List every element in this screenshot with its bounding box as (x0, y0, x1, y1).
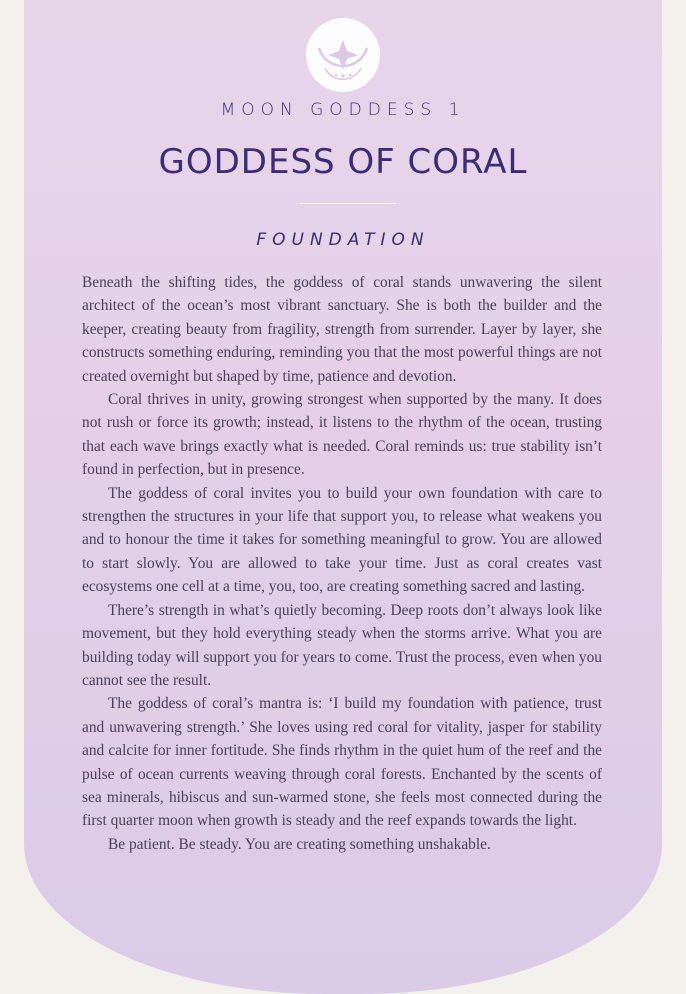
paragraph-2: Coral thrives in unity, growing strongest when supported by the many. It does not rush or force its growth; instead, it listens to the rhythm of the ocean, trusting that each wave brings exactly what is needed. Coral reminds us: true stability isn’t found in perfection, but in presence. (82, 391, 602, 479)
title-divider (300, 203, 396, 204)
paragraph-6: Be patient. Be steady. You are creating something unshakable. (108, 835, 491, 853)
paragraph-3: The goddess of coral invites you to build your own foundation with care to strengthen the structures in your life that support you, to release what weakens you and to honour the time it takes for something meaningful to grow. You are allowed to start slowly. You are allowed to take your time. Just as coral creates vast ecosystems one cell at a time, you, too, are creating something sacred and lasting. (82, 484, 602, 596)
card-subtitle: MOON GODDESS 1 (220, 100, 466, 120)
paragraph-4: There’s strength in what’s quietly becoming. Deep roots don’t always look like movement, but they hold everything steady when the storms arrive. What you are building today will support you for years to come. Trust the process, even when you cannot see the result. (82, 601, 602, 689)
paragraph-5: The goddess of coral’s mantra is: ‘I build my foundation with patience, trust and unwavering strength.’ She loves using red coral for vitality, jasper for stability and calcite for inner fortitude. She finds rhythm in the quiet hum of the reef and the pulse of ocean currents weaving through coral forests. Enchanted by the scents of sea minerals, hibiscus and sun-warmed stone, she feels most connected during the first quarter moon when growth is steady and the reef expands towards the light. (82, 695, 602, 830)
body-text (82, 271, 602, 856)
card-title: GODDESS OF CORAL (158, 142, 528, 182)
moon-star-emblem-icon (306, 18, 380, 92)
section-heading: FOUNDATION (256, 230, 430, 250)
paragraph-1: Beneath the shifting tides, the goddess of coral stands unwavering the silent architect of the ocean’s most vibrant sanctuary. She is both the builder and the keeper, creating beauty from fragility, strength from surrender. Layer by layer, she constructs something enduring, reminding you that the most powerful things are not created overnight but shaped by time, patience and devotion. (82, 274, 602, 385)
